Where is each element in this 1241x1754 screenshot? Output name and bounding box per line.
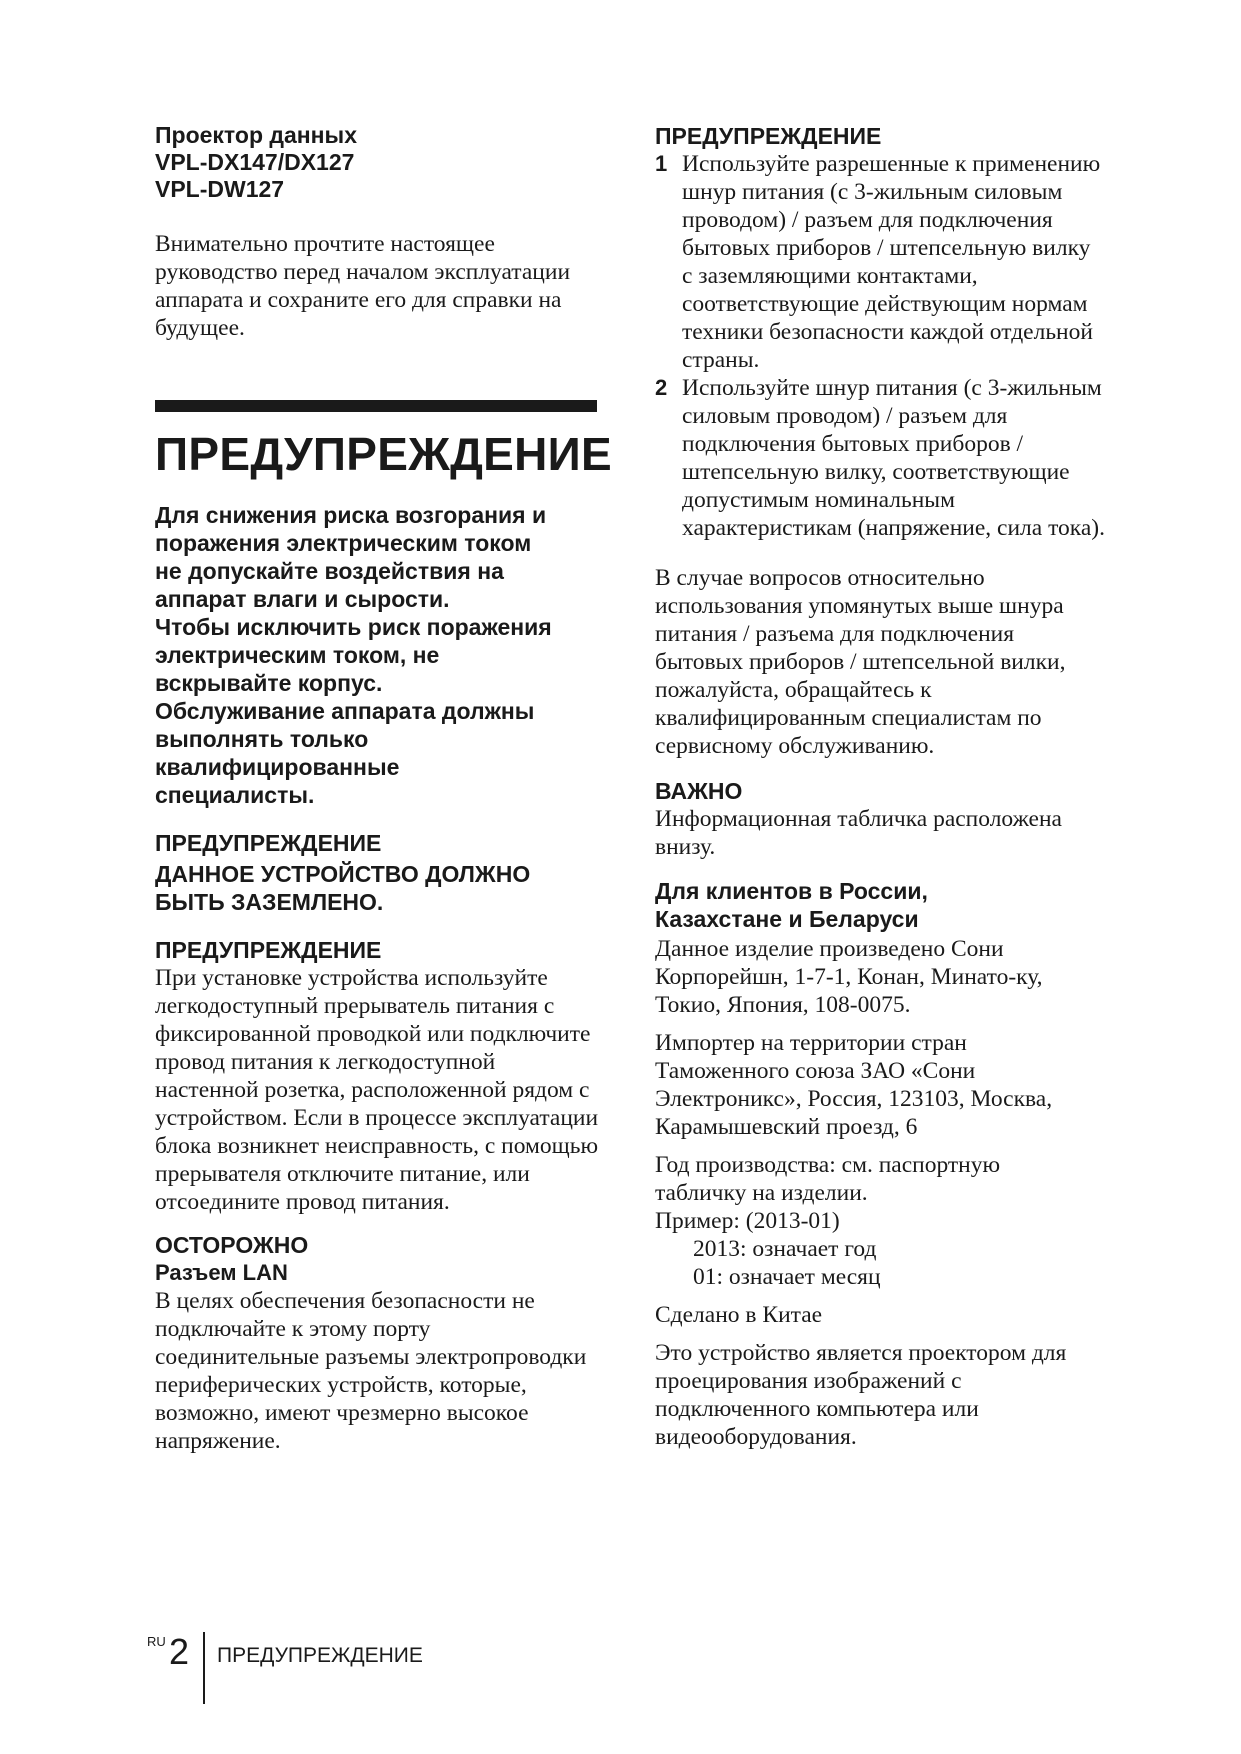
right-column (655, 122, 1105, 1451)
example-line: 2013: означает год (693, 1236, 877, 1262)
bold-warning-line: выполнять только (155, 726, 369, 752)
important-heading: ВАЖНО (655, 778, 743, 804)
bold-warning-line: не допускайте воздействия на (155, 558, 504, 584)
bold-warning (155, 501, 600, 809)
list-item-text: Используйте шнур питания (с 3-жильным силовым проводом) / разъем для подключения бытовых приборов / штепсельную вилку, соответствующие допустимым номинальным характеристикам (напряжение, сила тока). (682, 375, 1105, 541)
production-year (655, 1151, 1105, 1291)
product-block (155, 122, 600, 203)
bold-warning-line: Обслуживание аппарата должны (155, 698, 535, 724)
footer-language: RU (147, 1634, 166, 1649)
intro-text: Внимательно прочтите настоящее руководство перед началом эксплуатации аппарата и сохраните его для справки на будущее. (155, 231, 571, 341)
list-item-number: 1 (655, 151, 668, 176)
device-description: Это устройство является проектором для проецирования изображений с подключенного компьютера или видеооборудования. (655, 1340, 1067, 1450)
power-cord-heading: ПРЕДУПРЕЖДЕНИЕ (655, 123, 882, 149)
ground-heading: ПРЕДУПРЕЖДЕНИЕ (155, 830, 382, 856)
left-column (155, 122, 612, 1455)
list-item (655, 150, 1105, 374)
lan-text: В целях обеспечения безопасности не подключайте к этому порту соединительные разъемы электропроводки периферических устройств, которые, возможно, имеют чрезмерно высокое напряжение. (155, 1288, 587, 1454)
breaker-text: При установке устройства используйте легкодоступный прерыватель питания с фиксированной проводкой или подключите провод питания к легкодоступной настенной розетка, расположенной рядом с устройством. Если в процессе эксплуатации блока возникнет неисправность, с помощью прерывателя отключите питание, или отсоедините провод питания. (155, 965, 599, 1215)
lan-heading: Разъем LAN (155, 1260, 288, 1285)
bold-warning-line: поражения электрическим током (155, 530, 532, 556)
example-line: 01: означает месяц (693, 1264, 881, 1290)
product-model-1: VPL-DX147/DX127 (155, 149, 355, 175)
list-item-text: Используйте разрешенные к применению шнур питания (с 3-жильным силовым проводом) / разъем для подключения бытовых приборов / штепсельную вилку с заземляющими контактами, соответствующие действующим нормам техники безопасности каждой отдельной страны. (682, 151, 1101, 373)
bold-warning-line: квалифицированные (155, 754, 400, 780)
questions-text: В случае вопросов относительно использования упомянутых выше шнура питания / разъема для подключения бытовых приборов / штепсельной вилки, пожалуйста, обращайтесь к квалифицированным специалистам по сервисному обслуживанию. (655, 565, 1066, 759)
list-item (655, 374, 1105, 542)
year-line: Год производства: см. паспортную (655, 1152, 1001, 1178)
footer-section-title: ПРЕДУПРЕЖДЕНИЕ (217, 1644, 423, 1667)
year-line: Пример: (2013-01) (655, 1208, 840, 1234)
important-text: Информационная табличка расположена внизу. (655, 806, 1062, 860)
year-line: табличку на изделии. (655, 1180, 868, 1206)
footer-divider (203, 1632, 205, 1704)
list-item-number: 2 (655, 375, 668, 400)
breaker-heading: ПРЕДУПРЕЖДЕНИЕ (155, 937, 382, 963)
clients-heading-line: Для клиентов в России, (655, 878, 928, 904)
made-in-text: Сделано в Китае (655, 1302, 823, 1328)
clients-heading (655, 877, 1105, 933)
importer-text: Импортер на территории стран Таможенного союза ЗАО «Сони Электроникс», Россия, 123103, Москва, Карамышевский проезд, 6 (655, 1030, 1053, 1140)
page-number: 2 (169, 1631, 190, 1672)
bold-warning-line: Чтобы исключить риск поражения (155, 614, 552, 640)
bold-warning-line: специалисты. (155, 782, 315, 808)
bold-warning-line: электрическим током, не (155, 642, 440, 668)
clients-heading-line: Казахстане и Беларуси (655, 906, 919, 932)
page-title: ПРЕДУПРЕЖДЕНИЕ (155, 428, 612, 480)
bold-warning-line: вскрывайте корпус. (155, 670, 383, 696)
ground-warning (155, 829, 600, 916)
product-model-2: VPL-DW127 (155, 176, 285, 202)
bold-warning-line: Для снижения риска возгорания и (155, 502, 547, 528)
bold-warning-line: аппарат влаги и сырости. (155, 586, 450, 612)
ground-line: ДАННОЕ УСТРОЙСТВО ДОЛЖНО (155, 861, 531, 887)
caution-heading: ОСТОРОЖНО (155, 1232, 309, 1258)
ground-line: БЫТЬ ЗАЗЕМЛЕНО. (155, 889, 384, 915)
manufacturer-text: Данное изделие произведено Сони Корпорейшн, 1-7-1, Конан, Минато-ку, Токио, Япония, 108-0075. (655, 936, 1043, 1018)
product-type: Проектор данных (155, 122, 357, 148)
section-rule (155, 400, 597, 412)
